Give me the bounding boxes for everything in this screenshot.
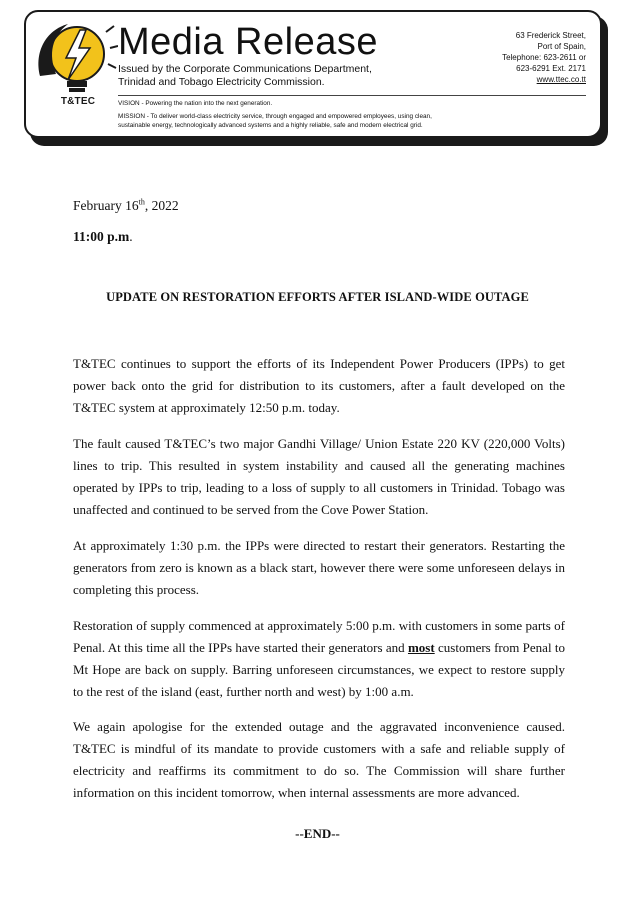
time-value: 11:00 p.m <box>73 229 130 244</box>
release-date <box>73 198 179 214</box>
mission-statement <box>118 112 558 130</box>
release-time <box>73 229 133 245</box>
contact-address <box>502 30 586 85</box>
banner-box <box>24 10 602 138</box>
mission-line-1: MISSION - To deliver world-class electricity service, through engaged and empowered employees, using clean, <box>118 113 432 120</box>
emphasis-most: most <box>407 640 435 655</box>
website-link[interactable]: www.ttec.co.tt <box>536 75 586 84</box>
address-line-3: Telephone: 623-2611 or <box>502 53 586 62</box>
logo-wordmark: T&TEC <box>60 96 96 107</box>
issued-by <box>118 63 438 89</box>
end-marker: --END-- <box>295 826 340 841</box>
vision-statement: VISION - Powering the nation into the next generation. <box>118 100 273 107</box>
release-heading: UPDATE ON RESTORATION EFFORTS AFTER ISLAND-WIDE OUTAGE <box>106 290 529 304</box>
issued-line-2: Trinidad and Tobago Electricity Commission. <box>118 76 325 88</box>
paragraph-4-start: Restoration of supply commenced at approximately 5:00 p.m. with customers in some parts of Penal. At this time all the IPPs have started their generators and <box>73 618 565 655</box>
paragraph-4-end: customers from Penal to Mt Hope are back on supply. Barring unforeseen circumstances, we expect to restore supply to the rest of the island (east, further north and west) by 1:00 a.m. <box>73 640 565 699</box>
banner-divider <box>118 95 586 96</box>
paragraph-2: The fault caused T&TEC’s two major Gandhi Village/ Union Estate 220 KV (220,000 Volts) lines to trip. This resulted in system instability and caused all the generating machines operated by IPPs to trip, leading to a loss of supply to all customers in Trinidad. Tobago was unaffected and continued to be served from the Cove Power Station. <box>73 436 565 517</box>
address-line-4: 623-6291 Ext. 2171 <box>516 64 586 73</box>
mission-line-2: sustainable energy, technologically advanced systems and a highly reliable, safe and modern electrical grid. <box>118 122 423 129</box>
paragraph-5: We again apologise for the extended outage and the aggravated inconvenience caused. T&TEC is mindful of its mandate to provide customers with a safe and reliable supply of electricity and reaffirms its commitment to do so. The Commission will share further information on this incident tomorrow, when internal assessments are more advanced. <box>73 719 565 800</box>
paragraph-4 <box>73 615 565 703</box>
date-month-day: February 16 <box>73 198 139 213</box>
page-title: Media Release <box>118 21 378 63</box>
date-ordinal: th <box>138 197 145 207</box>
issued-line-1: Issued by the Corporate Communications Department, <box>118 63 372 75</box>
paragraph-3: At approximately 1:30 p.m. the IPPs were directed to restart their generators. Restarting the generators from zero is known as a black start, however there were some unforeseen delays in completing this process. <box>73 538 565 597</box>
time-period: . <box>129 229 133 244</box>
ttec-logo-icon <box>32 18 118 108</box>
media-release-banner <box>24 10 608 146</box>
paragraph-1: T&TEC continues to support the efforts of its Independent Power Producers (IPPs) to get power back onto the grid for distribution to its customers, after a fault developed on the T&TEC system at approximately 12:50 p.m. today. <box>73 356 565 415</box>
address-line-2: Port of Spain, <box>537 42 586 51</box>
address-line-1: 63 Frederick Street, <box>515 31 586 40</box>
date-year: , 2022 <box>144 198 179 213</box>
